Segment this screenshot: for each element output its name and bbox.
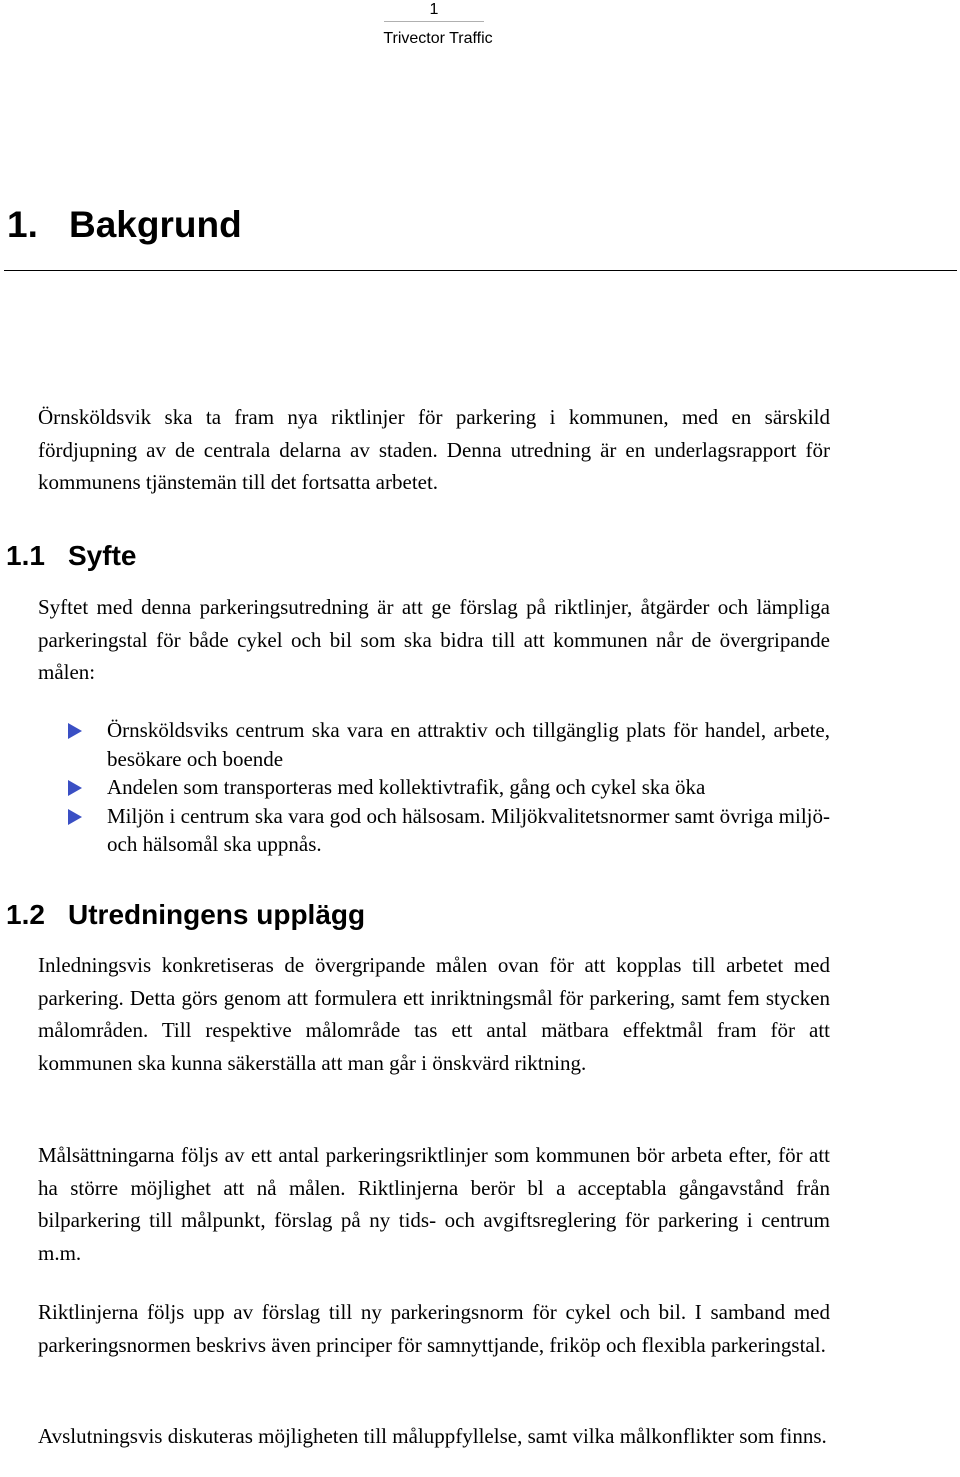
list-item-text: Miljön i centrum ska vara god och hälsosam. Miljökvalitetsnormer samt övriga miljö- och hälsomål ska uppnås. — [107, 803, 830, 856]
chapter-title: Bakgrund — [69, 204, 242, 245]
triangle-bullet-icon — [68, 780, 82, 796]
intro-paragraph: Örnsköldsvik ska ta fram nya riktlinjer för parkering i kommunen, med en särskild fördjupning av de centrala delarna av staden. Denna utredning är en underlagsrapport för kommunens tjänstemän till det fortsatta arbetet. — [38, 405, 830, 495]
list-item-text: Örnsköldsviks centrum ska vara en attraktiv och tillgänglig plats för handel, arbete, besökare och boende — [107, 718, 830, 771]
list-item — [68, 773, 830, 802]
company-name: Trivector Traffic — [383, 30, 493, 47]
chapter-divider — [4, 270, 957, 271]
upplagg-paragraph-4: Avslutningsvis diskuteras möjligheten till måluppfyllelse, samt vilka målkonflikter som finns. — [38, 1424, 827, 1448]
upplagg-paragraph-3: Riktlinjerna följs upp av förslag till ny parkeringsnorm för cykel och bil. I samband med parkeringsnormen beskrivs även principer för samnyttjande, friköp och flexibla parkeringstal. — [38, 1300, 830, 1357]
list-item-text: Andelen som transporteras med kollektivtrafik, gång och cykel ska öka — [107, 775, 706, 799]
goals-list — [68, 716, 830, 859]
section-title: Syfte — [68, 540, 137, 571]
section-number: 1.1 — [6, 540, 45, 571]
section-heading-upplagg — [6, 897, 365, 933]
triangle-bullet-icon — [68, 809, 82, 825]
header-divider — [384, 21, 484, 22]
triangle-bullet-icon — [68, 723, 82, 739]
section-heading-syfte — [6, 538, 136, 574]
upplagg-paragraph-2: Målsättningarna följs av ett antal parkeringsriktlinjer som kommunen bör arbeta efter, för att ha större möjlighet att nå målen. Riktlinjerna berör bl a acceptabla gångavstånd från bilparkering till målpunkt, förslag på ny tids- och avgiftsreglering för parkering i centrum m.m. — [38, 1143, 830, 1265]
list-item — [68, 802, 830, 859]
syfte-paragraph: Syftet med denna parkeringsutredning är att ge förslag på riktlinjer, åtgärder och lämpliga parkeringstal för både cykel och bil som ska bidra till att kommunen når de övergripande målen: — [38, 595, 830, 685]
section-number: 1.2 — [6, 899, 45, 930]
section-title: Utredningens upplägg — [68, 899, 366, 930]
list-item — [68, 716, 830, 773]
chapter-number: 1. — [7, 204, 38, 245]
chapter-heading — [7, 200, 242, 250]
page-number: 1 — [429, 1, 439, 18]
upplagg-paragraph-1: Inledningsvis konkretiseras de övergripande målen ovan för att kopplas till arbetet med parkering. Detta görs genom att formulera ett inriktningsmål för parkering, samt fem stycken målområden. Till respektive målområde tas ett antal mätbara effektmål fram för att kommunen ska kunna säkerställa att man går i önskvärd riktning. — [38, 953, 830, 1075]
